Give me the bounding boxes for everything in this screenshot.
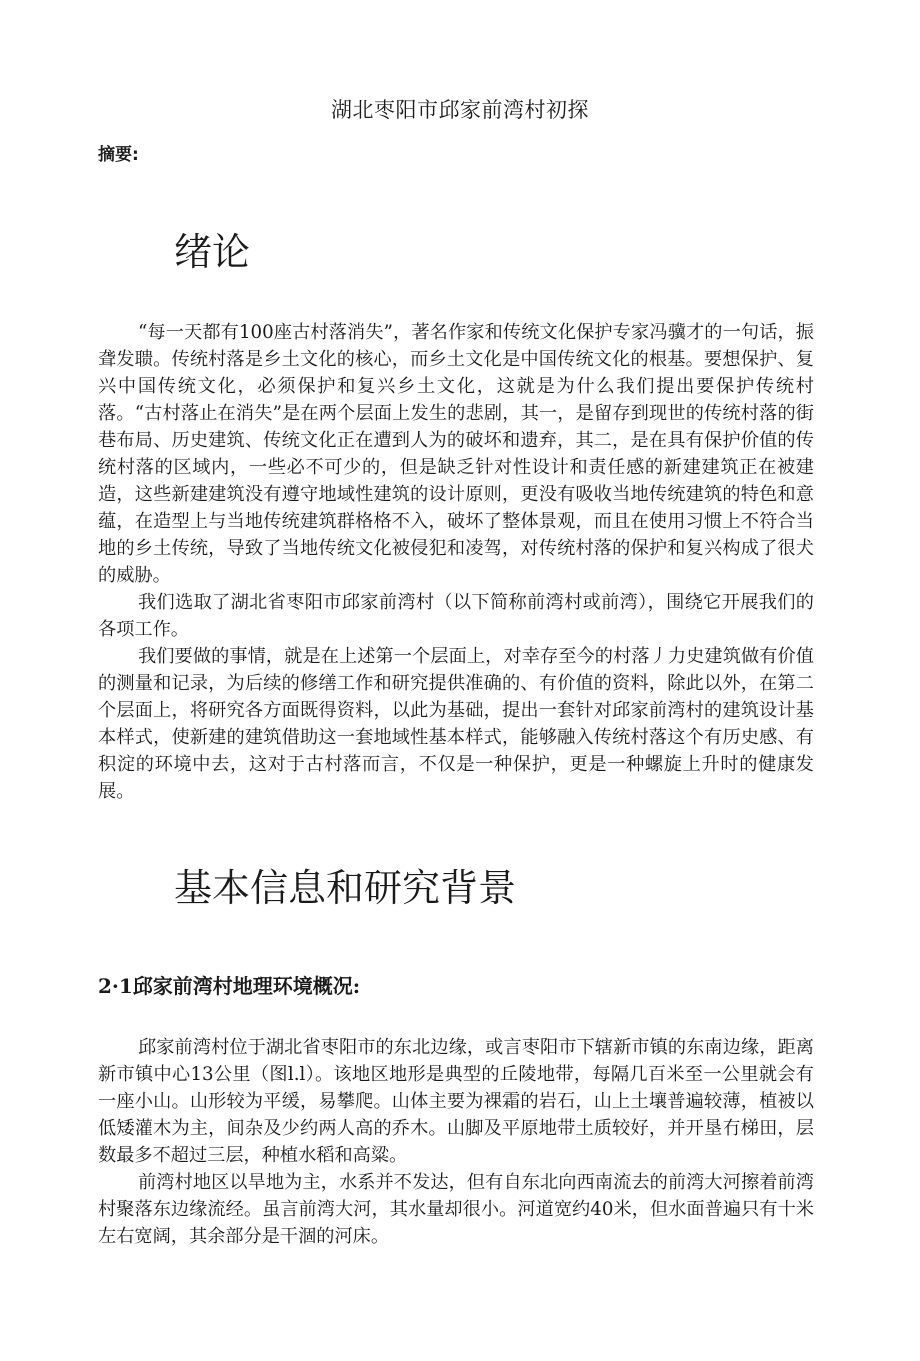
geography-body xyxy=(98,1034,814,1250)
section-heading-introduction: 绪论 xyxy=(174,230,251,274)
paragraph: 我们要做的事情，就是在上述第一个层面上，对幸存至今的村落丿力史建筑做有价值的测量和记录，为后续的修缮工作和研究提供准确的、有价值的资料，除此以外，在第二个层面上，将研究各方面既得资料，以此为基础，提出一套针对邱家前湾村的建筑设计基本样式，使新建的建筑借助这一套地域性基本样式，能够融入传统村落这个有历史感、有积淀的环境中去，这对于古村落而言，不仅是一种保护，更是一种螺旋上升时的健康发展。 xyxy=(98,646,814,802)
paragraph: 我们选取了湖北省枣阳市邱家前湾村（以下简称前湾村或前湾），围绕它开展我们的各项工作。 xyxy=(98,592,814,640)
section-heading-background: 基本信息和研究背景 xyxy=(174,866,517,910)
document-title: 湖北枣阳市邱家前湾村初探 xyxy=(331,98,589,122)
introduction-body xyxy=(98,319,814,805)
paragraph: 前湾村地区以旱地为主，水系并不发达，但有自东北向西南流去的前湾大河擦着前湾村聚落东边缘流经。虽言前湾大河，其水量却很小。河道宽约40米，但水面普遍只有十米左右宽阔，其余部分是干涸的河床。 xyxy=(98,1172,814,1247)
paragraph: 邱家前湾村位于湖北省枣阳市的东北边缘，或言枣阳市下辖新市镇的东南边缘，距离新市镇中心13公里（图l.l）。该地区地形是典型的丘陵地带，每隔几百米至一公里就会有一座小山。山形较为平缓，易攀爬。山体主要为裸霜的岩石，山上土壤普遍较薄，植被以低矮灌木为主，间杂及少约两人高的乔木。山脚及平原地带土质较好，并开垦冇梯田，层数最多不超过三层，种植水稻和高粱。 xyxy=(98,1037,814,1166)
subsection-heading-geography: 2·1邱家前湾村地理环境概况: xyxy=(98,974,361,998)
abstract-label: 摘要: xyxy=(98,145,139,165)
paragraph: “每一天都有100座古村落消失”，著名作家和传统文化保护专家冯骥才的一句话，振聋发聩。传统村落是乡土文化的核心，而乡土文化是中国传统文化的根基。要想保护、复兴中国传统文化，必须保护和复兴乡土文化，这就是为什么我们提出要保护传统村落。“古村落止在消失”是在两个层面上发生的悲剧，其一，是留存到现世的传统村落的街巷布局、历史建筑、传统文化正在遭到人为的破坏和遗弃，其二，是在具有保护价值的传统村落的区域内，一些必不可少的，但是缺乏针对性设计和责任感的新建建筑正在被建造，这些新建建筑没有遵守地域性建筑的设计原则，更没有吸收当地传统建筑的特色和意蕴，在造型上与当地传统建筑群格格不入，破坏了整体景观，而且在使用习惯上不符合当地的乡土传统，导致了当地传统文化被侵犯和凌驾，对传统村落的保护和复兴构成了很犬的威胁。 xyxy=(98,322,814,586)
